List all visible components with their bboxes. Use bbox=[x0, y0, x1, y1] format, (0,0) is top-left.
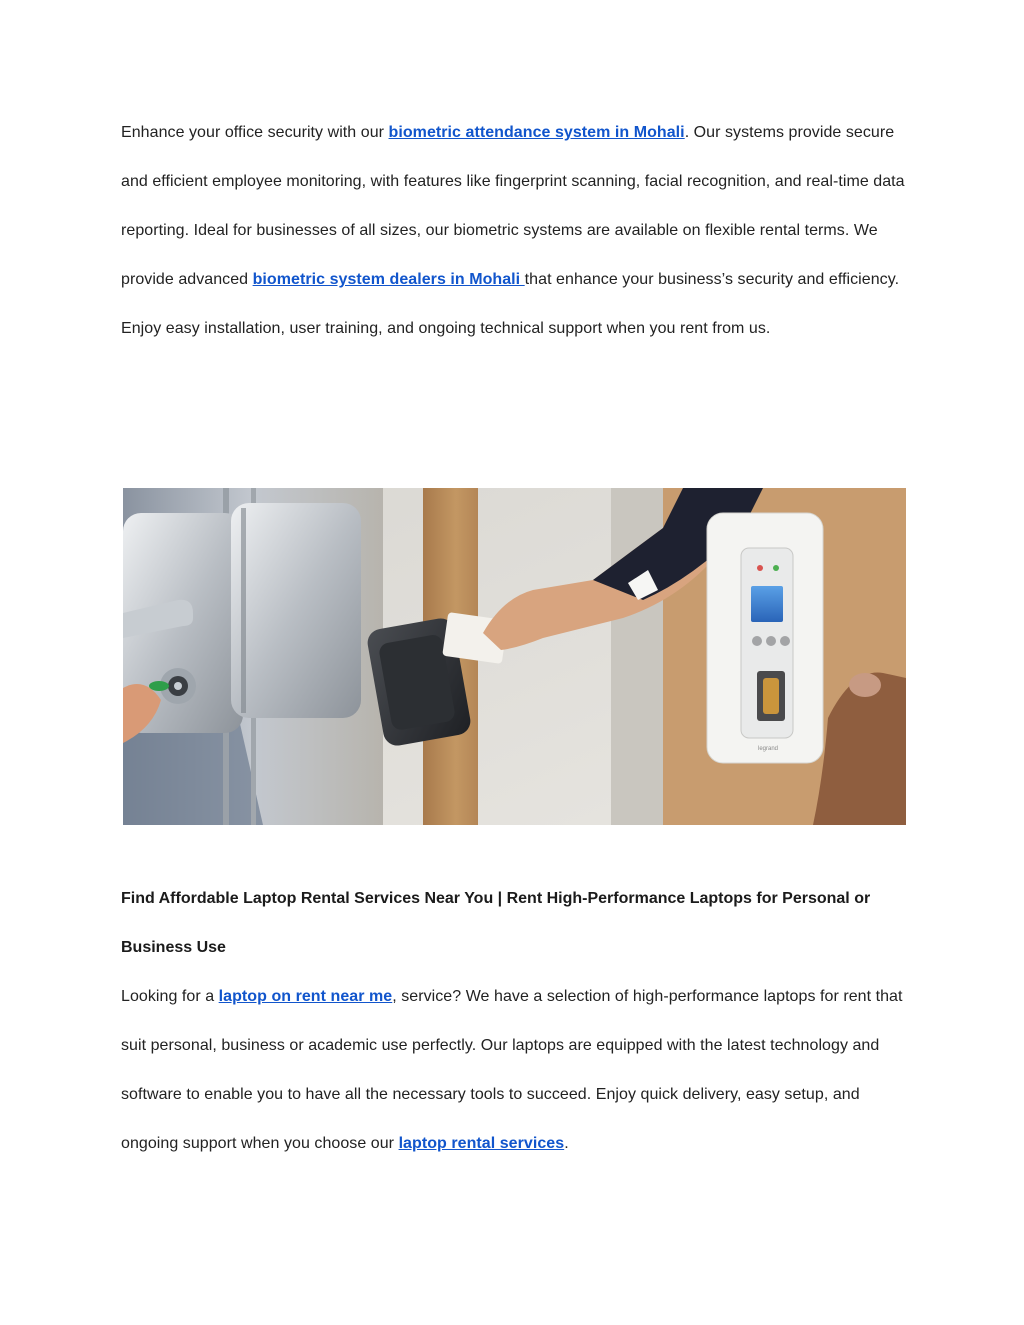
section-heading: Find Affordable Laptop Rental Services Near You | Rent High-Performance Laptops for Personal or Business Use bbox=[121, 890, 871, 956]
intro-text-2: . Our systems provide secure and efficient employee monitoring, with features like fingerprint scanning, facial recognition, and real-time data reporting. Ideal for businesses of all sizes, our biometric systems are available on flexible rental terms. We provide advanced bbox=[121, 124, 905, 288]
section-text-1: Looking for a bbox=[121, 988, 219, 1005]
intro-text-3: that enhance your business’s security and efficiency. Enjoy easy installation, user training, and ongoing technical support when you rent from us. bbox=[121, 271, 900, 337]
biometric-access-photo bbox=[123, 488, 906, 825]
laptop-rental-paragraph bbox=[121, 972, 911, 1168]
biometric-attendance-link[interactable]: biometric attendance system in Mohali bbox=[388, 124, 685, 141]
biometric-dealers-link[interactable]: biometric system dealers in Mohali bbox=[252, 271, 525, 288]
laptop-on-rent-link[interactable]: laptop on rent near me bbox=[218, 988, 393, 1005]
intro-paragraph bbox=[121, 108, 911, 353]
device-brand-label: legrand bbox=[757, 746, 779, 752]
section-text-2: , service? We have a selection of high-performance laptops for rent that suit personal, business or academic use perfectly. Our laptops are equipped with the latest technology and software to enable you to have all the necessary tools to succeed. Enjoy quick delivery, easy setup, and ongoing support when you choose our bbox=[121, 988, 903, 1152]
laptop-rental-services-link[interactable]: laptop rental services bbox=[398, 1135, 565, 1152]
intro-text-1: Enhance your office security with our bbox=[121, 124, 389, 141]
section-text-3: . bbox=[564, 1135, 569, 1152]
